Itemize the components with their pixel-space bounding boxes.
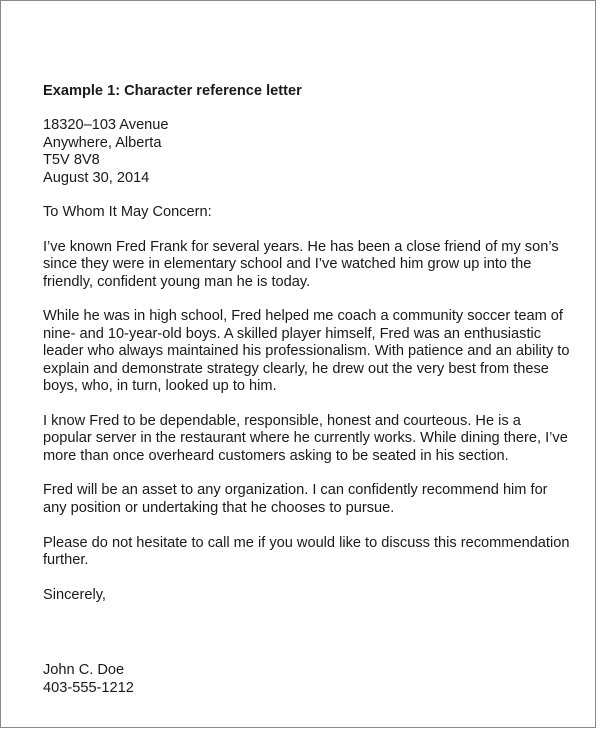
- signature-block: [43, 662, 573, 697]
- paragraph-2: While he was in high school, Fred helped me coach a community soccer team of nine- and 10-year-old boys. A skilled player himself, Fred was an enthusiastic leader who always maintained his professionalism. With patience and an ability to explain and demonstrate strategy clearly, he drew out the very best from these boys, who, in turn, looked up to him.: [43, 308, 570, 395]
- paragraph-1: I’ve known Fred Frank for several years. He has been a close friend of my son’s since they were in elementary school and I’ve watched him grow up into the friendly, confident young man he is today.: [43, 238, 559, 290]
- address-street: 18320–103 Avenue: [43, 117, 169, 134]
- paragraph-5: Please do not hesitate to call me if you would like to discuss this recommendation further.: [43, 534, 570, 569]
- letter-body: [43, 83, 573, 697]
- signer-name: John C. Doe: [43, 662, 125, 679]
- closing: Sincerely,: [43, 586, 106, 603]
- sender-address: [43, 117, 573, 187]
- letter-heading: Example 1: Character reference letter: [43, 83, 302, 99]
- address-city: Anywhere, Alberta: [43, 134, 162, 151]
- address-postal-code: T5V 8V8: [43, 152, 100, 169]
- paragraph-4: Fred will be an asset to any organization. I can confidently recommend him for any position or undertaking that he chooses to pursue.: [43, 482, 548, 516]
- paragraph-3: I know Fred to be dependable, responsible, honest and courteous. He is a popular server in the restaurant where he currently works. While dining there, I’ve more than once overheard customers asking to be seated in his section.: [43, 412, 568, 464]
- letter-date: August 30, 2014: [43, 169, 150, 186]
- salutation: To Whom It May Concern:: [43, 204, 212, 221]
- signer-phone: 403-555-1212: [43, 679, 134, 696]
